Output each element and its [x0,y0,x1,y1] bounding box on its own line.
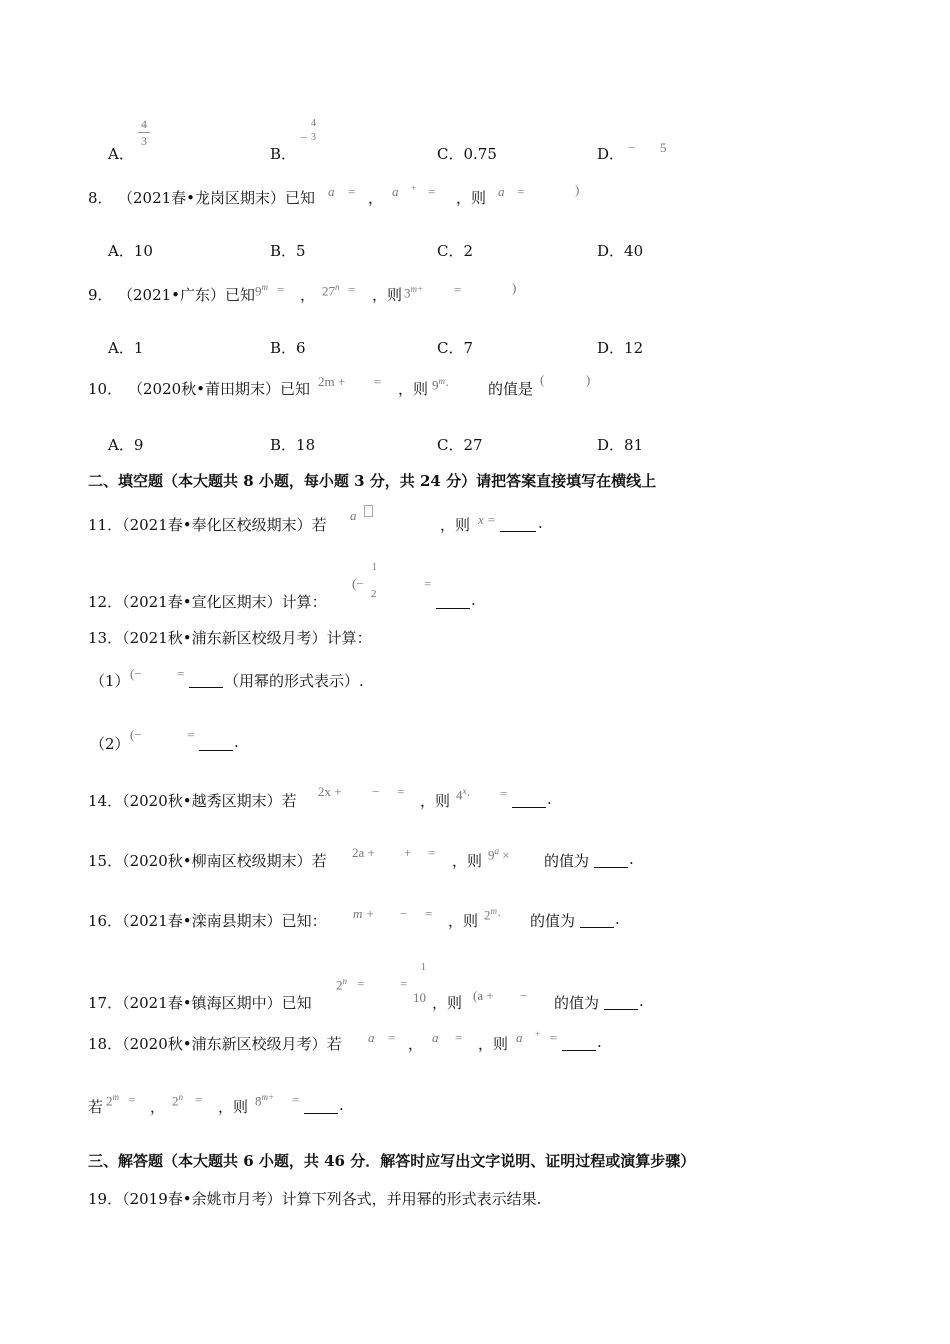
math-term: a [368,1030,375,1045]
math-equals: = [428,184,436,199]
math-equals: = [195,1092,203,1107]
math-comma: ， [150,1098,166,1116]
math-term: 2$^m$ [106,1092,119,1109]
math-equals: = [128,1092,136,1107]
math-term: a [392,184,399,199]
fraction-numerator: 1 [372,562,377,573]
math-term: (− [130,727,142,742]
math-equals: = [517,184,525,199]
fraction-denominator: 3 [141,134,147,148]
answer-blank[interactable] [604,992,638,1010]
question-text: 若 [88,1098,104,1116]
q7-option-c: C．0.75 [437,145,497,163]
math-equals: = [388,1030,396,1045]
q8-option-d: D．40 [597,242,644,260]
answer-blank[interactable] [562,1033,596,1051]
math-term: (a + [473,988,494,1003]
section-2-title: 二、填空题（本大题共 8 小题，每小题 3 分，共 24 分）请把答案直接填写在横线上 [88,472,657,490]
question-text: 16．（2021春•滦南县期末）已知： [88,912,327,930]
question-text: 12．（2021春•宣化区期末）计算： [88,593,327,611]
math-equals: = [348,282,356,297]
math-term: (− [130,666,142,681]
then-text: ，则 [432,994,463,1012]
math-equals: = [428,845,436,860]
answer-blank[interactable] [500,514,536,532]
placeholder-box-icon [364,505,373,517]
math-equals: = [400,976,408,991]
math-equals: = [455,1030,463,1045]
q7-option-d-num: 5 [660,140,667,155]
q7-option-a-fraction [138,117,150,148]
math-minus: − [372,784,380,799]
q10-option-b: B．18 [270,436,316,454]
math-term: 9$^a$ × [488,846,510,863]
answer-blank[interactable] [512,790,546,808]
question-text: 11．（2021春•奉化区校级期末）若 [88,516,327,534]
math-term: a [350,508,357,523]
math-term: 2x + [318,784,342,799]
tail-text: 的值为 [554,994,600,1012]
q8-option-b: B．5 [270,242,306,260]
end-period: . [234,733,239,751]
question-number: 10． [88,380,123,398]
math-equals: = [357,976,365,991]
end-period: . [639,992,644,1010]
math-plus: + [535,1029,541,1039]
math-equals: = [374,374,382,389]
then-text: ，则 [372,286,403,304]
then-text: ，则 [456,189,487,207]
question-source: （2021•广东）已知 [118,286,256,304]
end-period: . [471,591,476,609]
question-text: 15．（2020秋•柳南区校级期末）若 [88,852,327,870]
then-text: ，则 [478,1035,509,1053]
q9-option-c: C．7 [437,339,474,357]
end-period: . [538,514,543,532]
math-term: 27$^n$ [322,282,340,299]
question-number: 8． [88,189,113,207]
then-text: ，则 [440,516,471,534]
q7-option-d-sign: − [628,140,636,155]
math-term: 2$^n$ [172,1092,183,1109]
fraction-numerator: 4 [141,117,147,131]
fraction-numerator: 1 [421,962,426,973]
then-text: ，则 [420,792,451,810]
q9-option-b: B．6 [270,339,306,357]
answer-paren: ) [512,280,517,295]
math-term: a [516,1030,523,1045]
q7-option-a-label: A． [108,145,134,163]
tail-text: 的值是 [488,380,534,398]
math-equals: = [187,727,195,742]
math-term: (− [352,576,364,591]
math-term: $8^{m+}$ [255,1092,275,1109]
then-text: ，则 [218,1098,249,1116]
math-equals: = [425,906,433,921]
math-equals: = [292,1092,300,1107]
question-text: 14．（2020秋•越秀区期末）若 [88,792,297,810]
q7-option-b-sign: − [300,130,308,145]
math-term: a [328,184,335,199]
math-term: $2^m\cdot$ [484,906,502,923]
math-comma: ， [408,1035,424,1053]
part-label: （2） [90,735,130,753]
math-equals: = [454,282,462,297]
answer-blank[interactable] [436,591,470,609]
math-term: a [432,1030,439,1045]
question-text: 17．（2021春•镇海区期中）已知 [88,994,312,1012]
answer-blank[interactable] [304,1096,338,1114]
answer-blank[interactable] [189,670,223,688]
then-text: ，则 [398,380,429,398]
math-equals: = [177,666,185,681]
then-text: ，则 [452,852,483,870]
q9-option-d: D．12 [597,339,644,357]
math-equals: = [277,282,285,297]
math-minus: − [520,988,528,1003]
math-term: 2m + [318,374,346,389]
fraction-denominator: 2 [371,588,377,600]
question-19: 19．（2019春•余姚市月考）计算下列各式，并用幂的形式表示结果. [88,1190,542,1208]
end-period: . [629,850,634,868]
answer-blank[interactable] [594,850,628,868]
tail-text: （用幂的形式表示）. [224,672,364,690]
math-term: m + [353,906,375,921]
fraction-numerator: 4 [311,118,316,129]
q8-option-a: A．10 [108,242,153,260]
fraction-denominator: 10 [413,990,426,1005]
fraction-denominator: 3 [311,132,316,143]
part-label: （1） [90,672,130,690]
end-period: . [339,1096,344,1114]
math-term: a [498,184,505,199]
q9-option-a: A．1 [108,339,144,357]
math-term: 2a + [352,845,375,860]
question-source: （2020秋•莆田期末）已知 [128,380,311,398]
section-3-title: 三、解答题（本大题共 6 小题，共 46 分．解答时应写出文字说明、证明过程或演算步骤） [88,1152,696,1170]
end-period: . [615,910,620,928]
math-plus: + [411,183,417,193]
question-text: 18．（2020秋•浦东新区校级月考）若 [88,1035,342,1053]
q7-option-b-label: B． [270,145,297,163]
math-plus: + [404,845,412,860]
end-period: . [547,790,552,808]
q10-option-c: C．27 [437,436,483,454]
math-equals: = [500,786,508,801]
math-minus: − [400,906,408,921]
math-equals: = [397,784,405,799]
math-term: x = [478,512,496,527]
question-number: 9． [88,286,113,304]
math-term: 2$^n$ [336,976,347,993]
question-source: （2021春•龙岗区期末）已知 [118,189,316,207]
answer-blank[interactable] [580,910,614,928]
answer-blank[interactable] [199,733,233,751]
math-equals: = [348,184,356,199]
math-equals: = [550,1030,558,1045]
answer-paren-close: ) [586,372,591,387]
math-term: $3^{m+}$ [404,284,424,301]
q7-option-d-label: D． [597,145,625,163]
tail-text: 的值为 [544,852,590,870]
math-comma: ， [368,189,384,207]
q10-option-a: A．9 [108,436,144,454]
math-comma: ， [300,286,316,304]
answer-paren-open: ( [540,372,545,387]
then-text: ，则 [448,912,479,930]
answer-paren: ) [575,182,580,197]
math-term: $9^m\cdot$ [432,376,450,393]
q8-option-c: C．2 [437,242,474,260]
q10-option-d: D．81 [597,436,644,454]
end-period: . [597,1033,602,1051]
math-equals: = [424,576,432,591]
tail-text: 的值为 [530,912,576,930]
math-term: $4^x\cdot$ [456,786,471,803]
q7-option-b-fraction [311,117,316,145]
question-13: 13．（2021秋•浦东新区校级月考）计算： [88,629,372,647]
math-term: 9$^m$ [255,282,268,299]
